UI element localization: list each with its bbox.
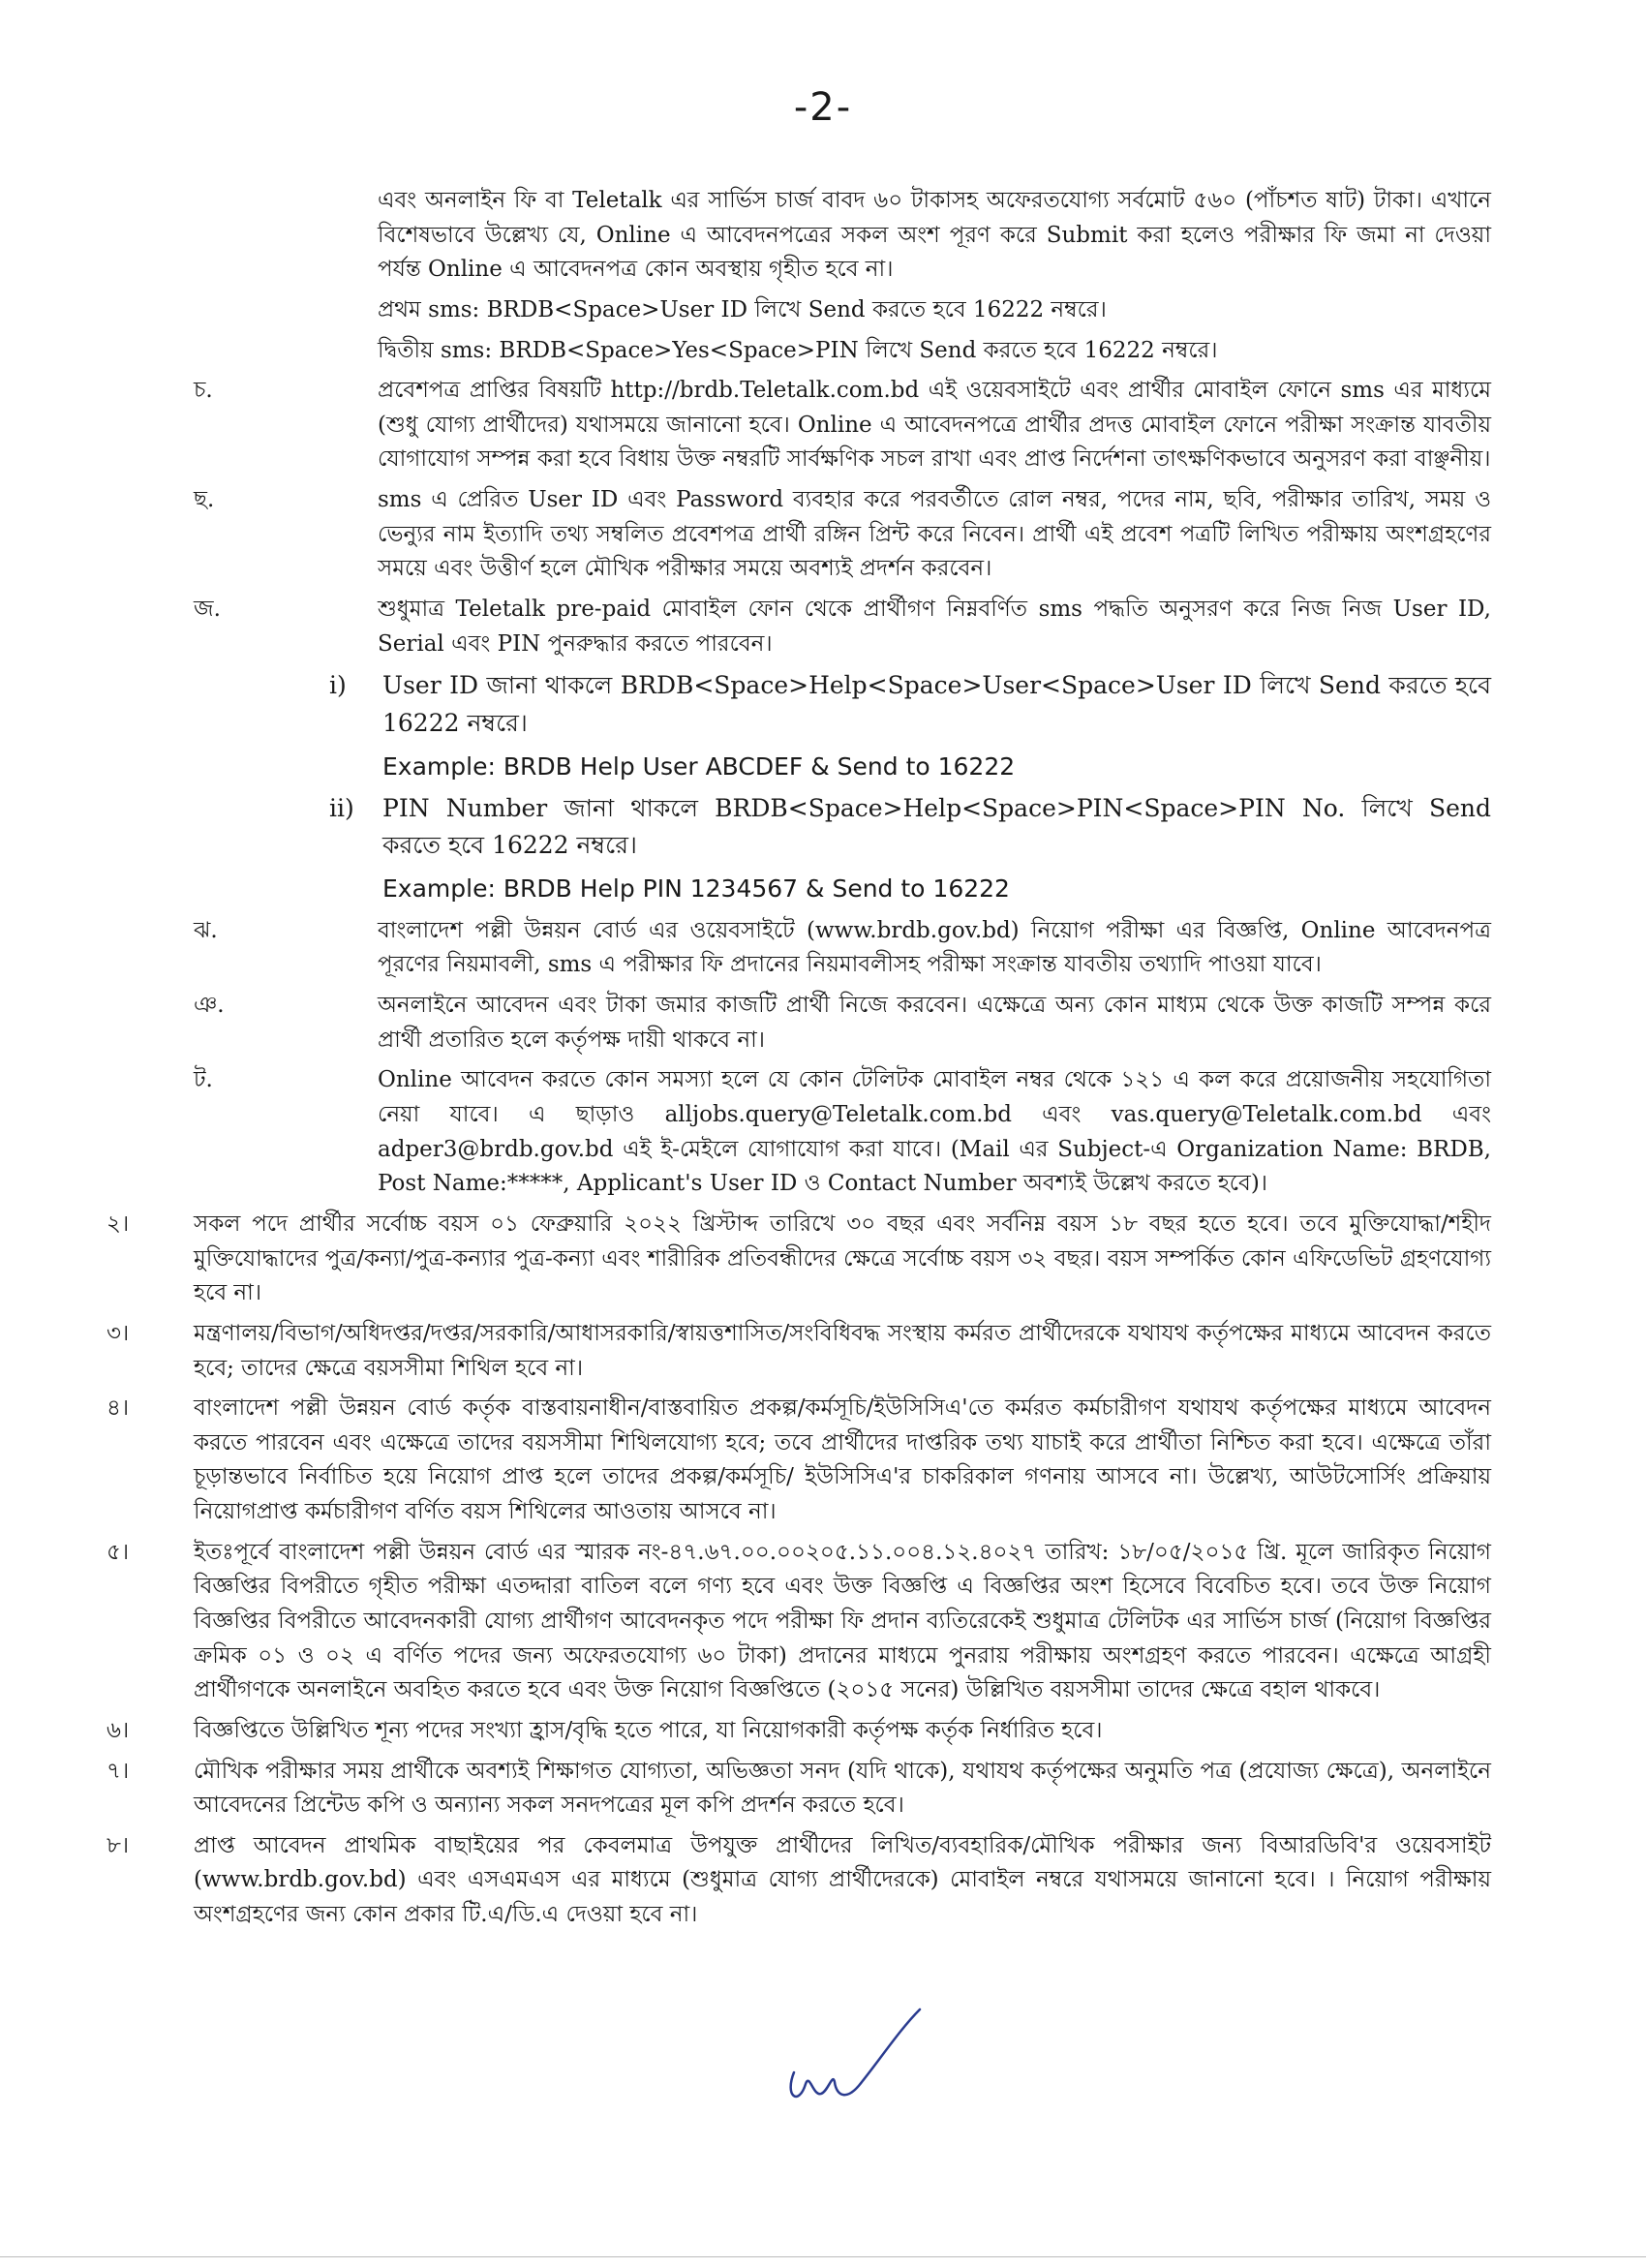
numbered-item-text: মৌখিক পরীক্ষার সময় প্রার্থীকে অবশ্যই শিক্ষাগত যোগ্যতা, অভিজ্ঞতা সনদ (যদি থাকে), যথাযথ কর্তৃপক্ষের অনুমতি পত্র (প্রযোজ্য ক্ষেত্রে), অনলাইনে আবেদনের প্রিন্টেড কপি ও অন্যান্য সকল সনদপত্রের মূল কপি প্রদর্শন করতে হবে। [194, 1758, 1491, 1819]
intro-paragraph: এবং অনলাইন ফি বা Teletalk এর সার্ভিস চার্জ বাবদ ৬০ টাকাসহ অফেরতযোগ্য সর্বমোট ৫৬০ (পাঁচশত ষাট) টাকা। এখানে বিশেষভাবে উল্লেখ্য যে, Online এ আবেদনপত্রের সকল অংশ পূরণ করে Submit করা হলেও পরীক্ষার ফি জমা না দেওয়া পর্যন্ত Online এ আবেদনপত্র কোন অবস্থায় গৃহীত হবে না। [378, 188, 1491, 283]
sub-item-marker: ঝ. [194, 917, 218, 943]
numbered-item-5 [97, 1536, 1491, 1708]
recovery-example: Example: BRDB Help User ABCDEF & Send to 16222 [382, 751, 1016, 781]
recovery-item-number: i) [329, 671, 347, 700]
sub-item-text: প্রবেশপত্র প্রাপ্তির বিষয়টি http://brdb.Teletalk.com.bd এই ওয়েবসাইটে এবং প্রার্থীর মোবাইল ফোনে sms এর মাধ্যমে (শুধু যোগ্য প্রার্থীদের) যথাসময়ে জানানো হবে। Online এ আবেদনপত্রে প্রার্থীর প্রদত্ত মোবাইল ফোনে পরীক্ষা সংক্রান্ত যাবতীয় যোগাযোগ সম্পন্ন করা হবে বিধায় উক্ত নম্বরটি সার্বক্ষণিক সচল রাখা এবং প্রাপ্ত নির্দেশনা তাৎক্ষণিকভাবে অনুসরণ করা বাঞ্ছনীয়। [378, 378, 1491, 473]
sub-item-cha [194, 374, 1491, 477]
sub-item-text: sms এ প্রেরিত User ID এবং Password ব্যবহার করে পরবর্তীতে রোল নম্বর, পদের নাম, ছবি, পরীক্ষার তারিখ, সময় ও ভেন্যুর নাম ইত্যাদি তথ্য সম্বলিত প্রবেশপত্র প্রার্থী রঙ্গিন প্রিন্ট করে নিবেন। প্রার্থী এই প্রবেশ পত্রটি লিখিত পরীক্ষায় অংশগ্রহণের সময়ে এবং উত্তীর্ণ হলে মৌখিক পরীক্ষার সময়ে অবশ্যই প্রদর্শন করবেন। [378, 487, 1491, 582]
sub-item-ja [194, 593, 1491, 661]
recovery-item-text: PIN Number জানা থাকলে BRDB<Space>Help<Space>PIN<Space>PIN No. লিখে Send করতে হবে 16222 নম্বরে। [382, 793, 1491, 860]
handwritten-signature-icon [775, 2005, 930, 2121]
intro-block [378, 184, 1491, 368]
numbered-item-number: ৭। [107, 1758, 130, 1784]
recovery-item-user-id [194, 667, 1491, 743]
numbered-item-3 [97, 1317, 1491, 1386]
numbered-item-4 [97, 1392, 1491, 1530]
numbered-item-number: ২। [107, 1211, 130, 1237]
recovery-item-number: ii) [329, 793, 354, 822]
numbered-item-number: ৬। [107, 1717, 130, 1743]
sub-item-marker: চ. [194, 378, 213, 404]
first-sms-instruction: প্রথম sms: BRDB<Space>User ID লিখে Send করতে হবে 16222 নম্বরে। [378, 296, 1107, 322]
numbered-item-number: ৪। [107, 1395, 130, 1422]
sub-item-text: বাংলাদেশ পল্লী উন্নয়ন বোর্ড এর ওয়েবসাইটে (www.brdb.gov.bd) নিয়োগ পরীক্ষা এর বিজ্ঞপ্তি, Online আবেদনপত্র পূরণের নিয়মাবলী, sms এ পরীক্ষার ফি প্রদানের নিয়মাবলীসহ পরীক্ষা সংক্রান্ত যাবতীয় তথ্যাদি পাওয়া যাবে। [378, 917, 1491, 978]
sub-item-ta [194, 1063, 1491, 1202]
sub-item-text: শুধুমাত্র Teletalk pre-paid মোবাইল ফোন থেকে প্রার্থীগণ নিম্নবর্ণিত sms পদ্ধতি অনুসরণ করে নিজ নিজ User ID, Serial এবং PIN পুনরুদ্ধার করতে পারবেন। [378, 597, 1491, 657]
numbered-item-number: ৮। [107, 1832, 130, 1858]
sub-item-text: অনলাইনে আবেদন এবং টাকা জমার কাজটি প্রার্থী নিজে করবেন। এক্ষেত্রে অন্য কোন মাধ্যম থেকে উক্ত কাজটি সম্পন্ন করে প্রার্থী প্রতারিত হলে কর্তৃপক্ষ দায়ী থাকবে না। [378, 993, 1491, 1053]
numbered-item-number: ৫। [107, 1539, 130, 1565]
sub-item-marker: জ. [194, 597, 221, 623]
page-bottom-edge [0, 2256, 1646, 2257]
sub-item-marker: ঞ. [194, 993, 225, 1019]
numbered-item-text: বিজ্ঞপ্তিতে উল্লিখিত শূন্য পদের সংখ্যা হ্রাস/বৃদ্ধি হতে পারে, যা নিয়োগকারী কর্তৃপক্ষ কর্তৃক নির্ধারিত হবে। [194, 1717, 1103, 1743]
document-body [107, 184, 1491, 1939]
sub-item-chha [194, 483, 1491, 587]
recovery-example: Example: BRDB Help PIN 1234567 & Send to 16222 [382, 874, 1010, 904]
sub-item-marker: ট. [194, 1067, 213, 1093]
numbered-item-7 [97, 1755, 1491, 1824]
numbered-item-6 [97, 1714, 1491, 1749]
sub-item-marker: ছ. [194, 487, 215, 513]
sub-item-jha [194, 914, 1491, 983]
numbered-item-text: ইতঃপূর্বে বাংলাদেশ পল্লী উন্নয়ন বোর্ড এর স্মারক নং-৪৭.৬৭.০০.০০২০৫.১১.০০৪.১২.৪০২৭ তারিখ: ১৮/০৫/২০১৫ খ্রি. মূলে জারিকৃত নিয়োগ বিজ্ঞপ্তির বিপরীতে গৃহীত পরীক্ষা এতদ্দারা বাতিল বলে গণ্য হবে এবং উক্ত বিজ্ঞপ্তি এ বিজ্ঞপ্তির অংশ হিসেবে বিবেচিত হবে। তবে উক্ত নিয়োগ বিজ্ঞপ্তির বিপরীতে আবেদনকারী যোগ্য প্রার্থীগণ আবেদনকৃত পদে পরীক্ষা ফি প্রদান ব্যতিরেকেই শুধুমাত্র টেলিটক এর সার্ভিস চার্জ (নিয়োগ বিজ্ঞপ্তির ক্রমিক ০১ ও ০২ এ বর্ণিত পদের জন্য অফেরতযোগ্য ৬০ টাকা) প্রদানের মাধ্যমে পুনরায় পরীক্ষায় অংশগ্রহণ করতে পারবেন। এক্ষেত্রে আগ্রহী প্রার্থীগণকে অনলাইনে অবহিত করতে হবে এবং উক্ত নিয়োগ বিজ্ঞপ্তিতে (২০১৫ সনের) উল্লিখিত বয়সসীমা তাদের ক্ষেত্রে বহাল থাকবে। [194, 1539, 1491, 1703]
numbered-item-text: সকল পদে প্রার্থীর সর্বোচ্চ বয়স ০১ ফেব্রুয়ারি ২০২২ খ্রিস্টাব্দ তারিখে ৩০ বছর এবং সর্বনিম্ন বয়স ১৮ বছর হতে হবে। তবে মুক্তিযোদ্ধা/শহীদ মুক্তিযোদ্ধাদের পুত্র/কন্যা/পুত্র-কন্যার পুত্র-কন্যা এবং শারীরিক প্রতিবন্ধীদের ক্ষেত্রে সর্বোচ্চ বয়স ৩২ বছর। বয়স সম্পর্কিত কোন এফিডেভিট গ্রহণযোগ্য হবে না। [194, 1211, 1491, 1306]
recovery-item-pin [194, 790, 1491, 866]
sub-item-text: Online আবেদন করতে কোন সমস্যা হলে যে কোন টেলিটক মোবাইল নম্বর থেকে ১২১ এ কল করে প্রয়োজনীয় সহযোগিতা নেয়া যাবে। এ ছাড়াও alljobs.query@Teletalk.com.bd এবং vas.query@Teletalk.com.bd এবং adper3@brdb.gov.bd এই ই-মেইলে যোগাযোগ করা যাবে। (Mail এর Subject-এ Organization Name: BRDB, Post Name:*****, Applicant's User ID ও Contact Number অবশ্যই উল্লেখ করতে হবে)। [378, 1067, 1491, 1197]
numbered-item-text: প্রাপ্ত আবেদন প্রাথমিক বাছাইয়ের পর কেবলমাত্র উপযুক্ত প্রার্থীদের লিখিত/ব্যবহারিক/মৌখিক পরীক্ষার জন্য বিআরডিবি'র ওয়েবসাইট (www.brdb.gov.bd) এবং এসএমএস এর মাধ্যমে (শুধুমাত্র যোগ্য প্রার্থীদেরকে) মোবাইল নম্বরে যথাসময়ে জানানো হবে। । নিয়োগ পরীক্ষায় অংশগ্রহণের জন্য কোন প্রকার টি.এ/ডি.এ দেওয়া হবে না। [194, 1832, 1491, 1928]
recovery-item-text: User ID জানা থাকলে BRDB<Space>Help<Space>User<Space>User ID লিখে Send করতে হবে 16222 নম্বরে। [382, 671, 1491, 738]
numbered-item-number: ৩। [107, 1320, 130, 1346]
second-sms-instruction: দ্বিতীয় sms: BRDB<Space>Yes<Space>PIN লিখে Send করতে হবে 16222 নম্বরে। [378, 337, 1218, 363]
page-number: -2- [793, 85, 853, 130]
sub-item-nya [194, 989, 1491, 1057]
numbered-item-2 [97, 1208, 1491, 1311]
numbered-item-8 [97, 1829, 1491, 1933]
numbered-item-text: মন্ত্রণালয়/বিভাগ/অধিদপ্তর/দপ্তর/সরকারি/আধাসরকারি/স্বায়ত্তশাসিত/সংবিধিবদ্ধ সংস্থায় কর্মরত প্রার্থীদেরকে যথাযথ কর্তৃপক্ষের মাধ্যমে আবেদন করতে হবে; তাদের ক্ষেত্রে বয়সসীমা শিথিল হবে না। [194, 1320, 1491, 1381]
numbered-item-text: বাংলাদেশ পল্লী উন্নয়ন বোর্ড কর্তৃক বাস্তবায়নাধীন/বাস্তবায়িত প্রকল্প/কর্মসূচি/ইউসিসিএ'তে কর্মরত কর্মচারীগণ যথাযথ কর্তৃপক্ষের মাধ্যমে আবেদন করতে পারবেন এবং এক্ষেত্রে তাদের বয়সসীমা শিথিলযোগ্য হবে; তবে প্রার্থীদের দাপ্তরিক তথ্য যাচাই করে প্রার্থীতা নিশ্চিত করা হবে। এক্ষেত্রে তাঁরা চূড়ান্তভাবে নির্বাচিত হয়ে নিয়োগ প্রাপ্ত হলে তাদের প্রকল্প/কর্মসূচি/ ইউসিসিএ'র চাকরিকাল গণনায় আসবে না। উল্লেখ্য, আউটসোর্সিং প্রক্রিয়ায় নিয়োগপ্রাপ্ত কর্মচারীগণ বর্ণিত বয়স শিথিলের আওতায় আসবে না। [194, 1395, 1491, 1525]
